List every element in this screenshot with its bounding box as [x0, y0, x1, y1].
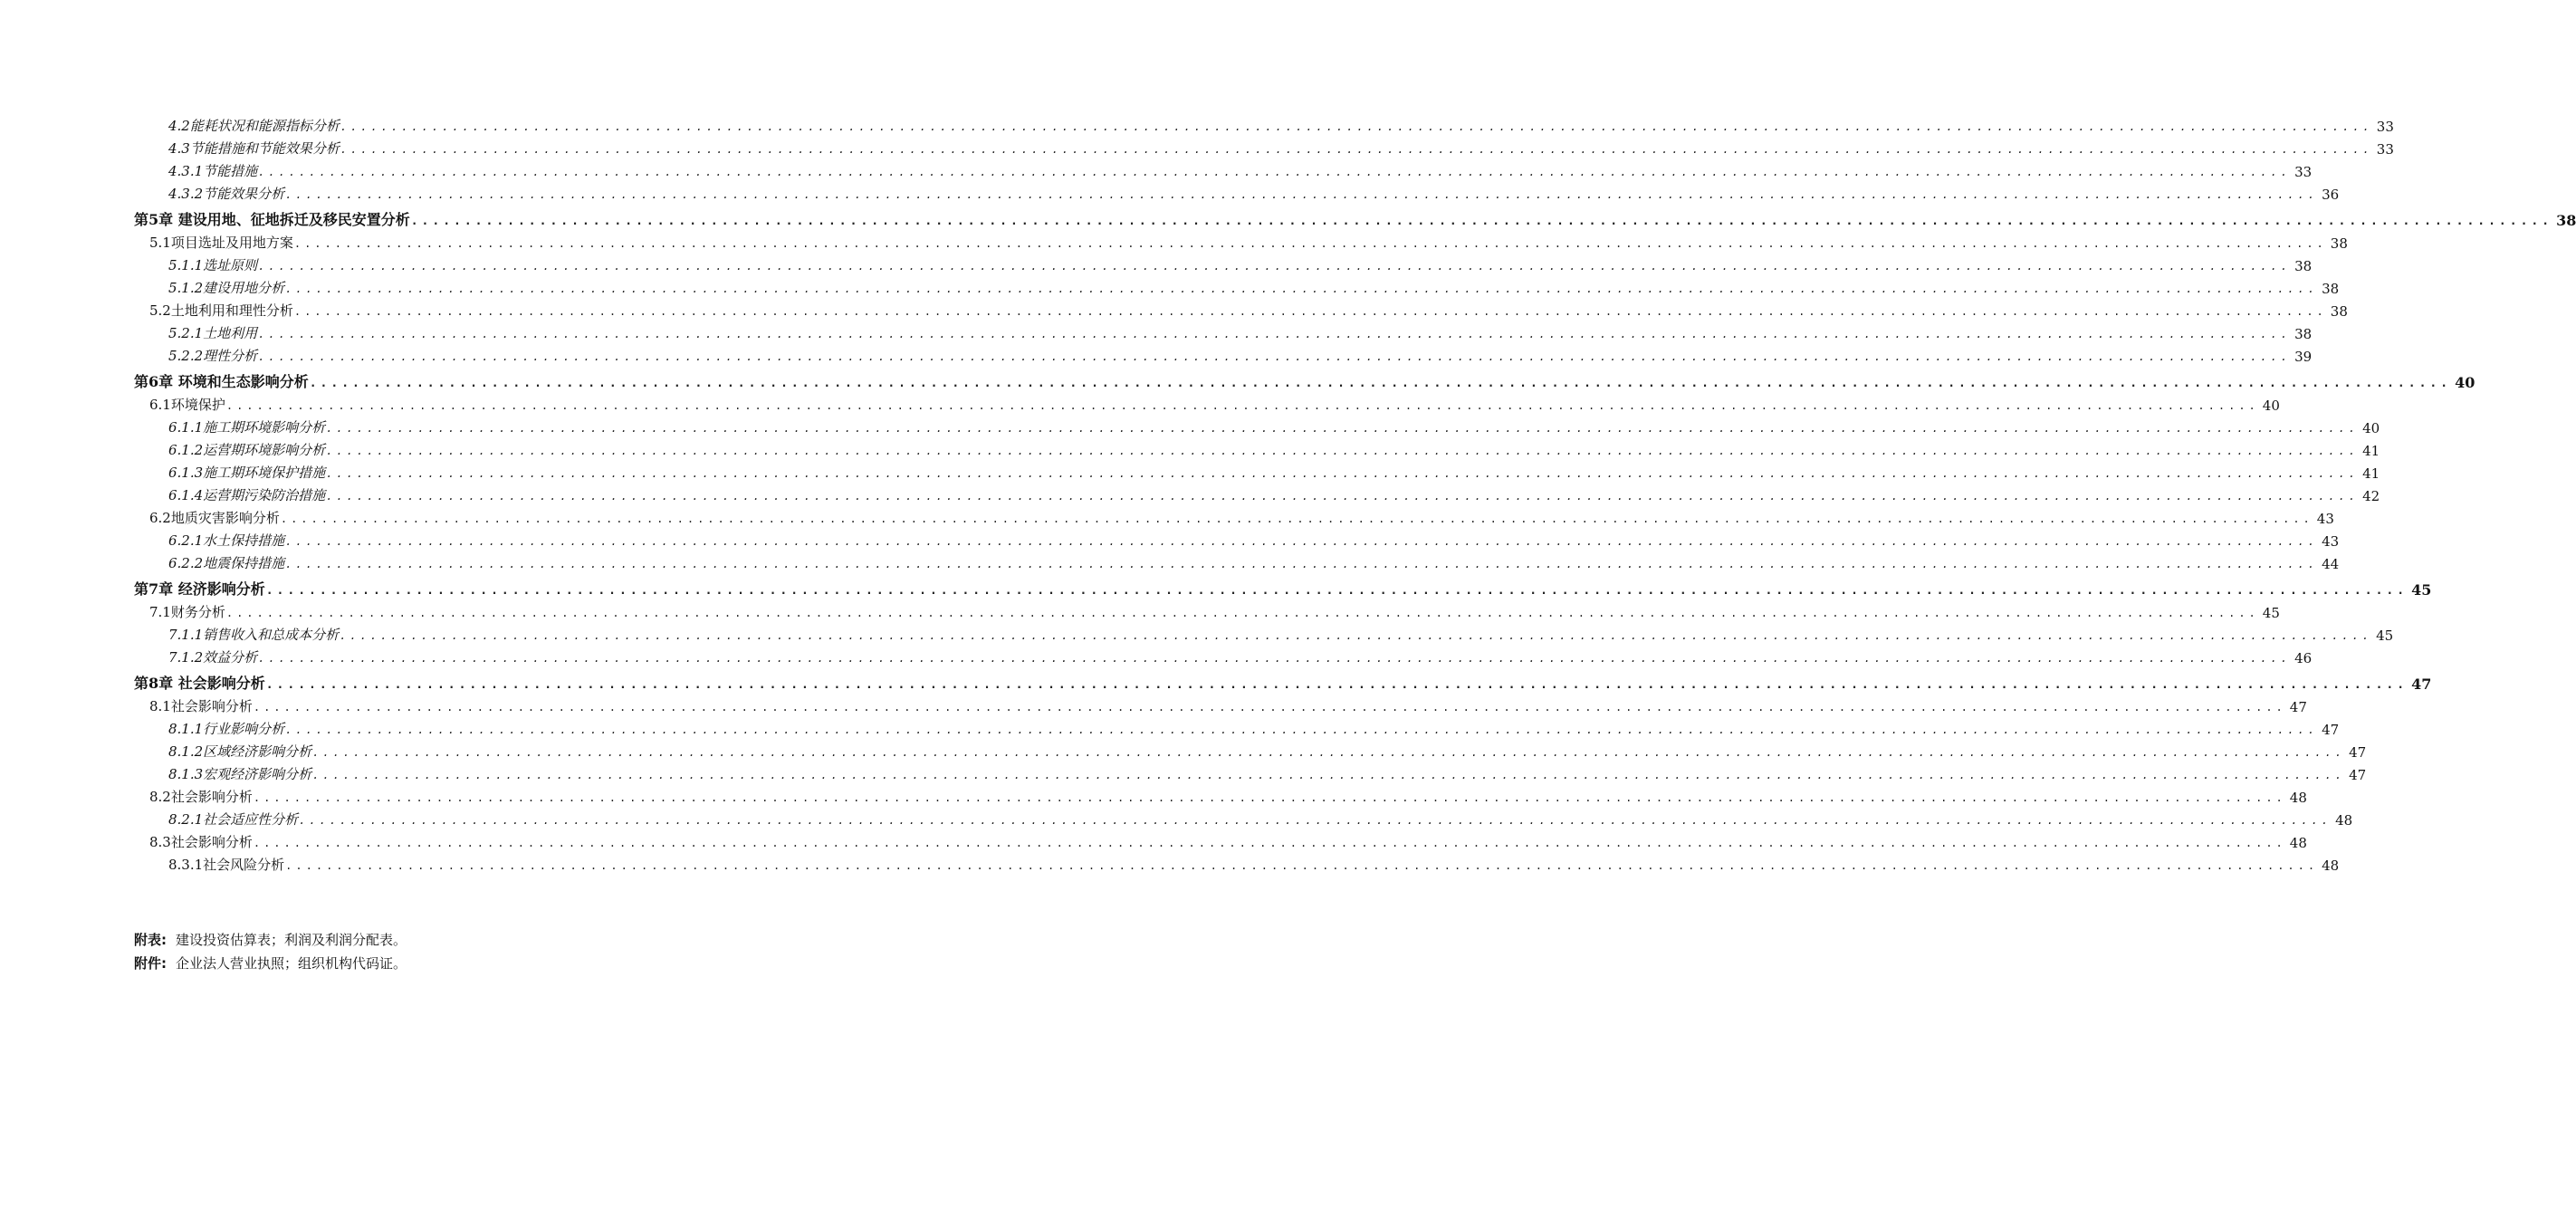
toc-leader-dots: ........................................................................................................................................................................................................ — [265, 584, 2408, 598]
toc-entry-label: 第7章 经济影响分析 — [134, 580, 265, 598]
toc-entry[interactable] — [0, 112, 2394, 135]
appendix-section — [134, 928, 407, 975]
toc-leader-dots: ........................................................................................................................................................................................................ — [253, 837, 2286, 849]
toc-leader-dots: ........................................................................................................................................................................................................ — [258, 350, 2292, 363]
toc-page-number: 38 — [2294, 258, 2313, 274]
toc-entry[interactable] — [0, 342, 2313, 365]
toc-page-number: 40 — [2262, 398, 2280, 414]
toc-entry-label: 8.1.2区域经济影响分析 — [168, 743, 312, 760]
toc-entry-label: 4.2能耗状况和能源指标分析 — [168, 118, 340, 134]
toc-page-number: 40 — [2362, 420, 2380, 436]
toc-entry-label: 8.1社会影响分析 — [149, 698, 253, 714]
toc-entry[interactable] — [0, 459, 2380, 482]
toc-leader-dots: ........................................................................................................................................................................................................ — [258, 260, 2292, 273]
toc-entry-label: 4.3.2节能效果分析 — [168, 186, 285, 202]
toc-entry[interactable] — [0, 761, 2367, 783]
toc-page-number: 42 — [2362, 488, 2380, 504]
toc-page-number: 48 — [2289, 835, 2307, 851]
toc-entry-label: 6.1.3施工期环境保护措施 — [168, 465, 326, 481]
toc-entry[interactable] — [0, 274, 2340, 297]
toc-page-number: 47 — [2349, 744, 2367, 761]
toc-entry[interactable] — [0, 180, 2340, 203]
toc-entry[interactable] — [0, 504, 2334, 527]
toc-leader-dots: ........................................................................................................................................................................................................ — [293, 237, 2327, 250]
toc-leader-dots: ........................................................................................................................................................................................................ — [285, 558, 2319, 570]
toc-entry[interactable] — [0, 229, 2348, 252]
toc-leader-dots: ........................................................................................................................................................................................................ — [258, 328, 2292, 340]
toc-entry-label: 6.2.2地震保持措施 — [168, 555, 285, 571]
toc-entry[interactable] — [0, 806, 2353, 829]
toc-leader-dots: ........................................................................................................................................................................................................ — [410, 215, 2553, 228]
toc-chapter-entry[interactable] — [0, 666, 2432, 693]
toc-page-number: 43 — [2322, 533, 2340, 550]
toc-entry-label: 第5章 建设用地、征地拆迁及移民安置分析 — [134, 211, 410, 228]
toc-entry[interactable] — [0, 135, 2394, 158]
toc-entry[interactable] — [0, 550, 2340, 572]
toc-entry-label: 6.2.1水土保持措施 — [168, 532, 285, 549]
appendix-attachments-line — [134, 952, 407, 975]
toc-leader-dots: ........................................................................................................................................................................................................ — [326, 490, 2360, 503]
toc-leader-dots: ........................................................................................................................................................................................................ — [253, 701, 2286, 714]
toc-entry-label: 5.2土地利用和理性分析 — [149, 302, 293, 319]
toc-leader-dots: ........................................................................................................................................................................................................ — [285, 283, 2319, 295]
toc-entry[interactable] — [0, 851, 2340, 874]
toc-page-number: 46 — [2294, 650, 2313, 666]
toc-leader-dots: ........................................................................................................................................................................................................ — [340, 629, 2373, 642]
toc-leader-dots: ........................................................................................................................................................................................................ — [293, 305, 2327, 318]
toc-leader-dots: ........................................................................................................................................................................................................ — [309, 377, 2452, 390]
toc-leader-dots: ........................................................................................................................................................................................................ — [225, 399, 2259, 412]
toc-page-number: 45 — [2262, 605, 2280, 621]
toc-page-number: 33 — [2376, 119, 2394, 135]
toc-entry-label: 8.3社会影响分析 — [149, 834, 253, 850]
toc-page-number: 38 — [2330, 303, 2348, 320]
toc-page-number: 48 — [2289, 790, 2307, 806]
toc-page-number: 47 — [2349, 767, 2367, 783]
toc-leader-dots: ........................................................................................................................................................................................................ — [340, 143, 2373, 156]
toc-page-number: 47 — [2322, 722, 2340, 738]
toc-chapter-entry[interactable] — [0, 572, 2432, 599]
toc-entry-label: 8.2.1社会适应性分析 — [168, 811, 299, 828]
toc-leader-dots: ........................................................................................................................................................................................................ — [312, 746, 2346, 759]
appendix-tables-text: 建设投资估算表；利润及利润分配表。 — [176, 932, 407, 948]
toc-entry-label: 7.1财务分析 — [149, 604, 225, 620]
toc-entry[interactable] — [0, 482, 2380, 504]
toc-leader-dots: ........................................................................................................................................................................................................ — [326, 467, 2360, 480]
toc-entry-label: 5.2.2理性分析 — [168, 348, 258, 364]
toc-entry[interactable] — [0, 436, 2380, 459]
toc-entry[interactable] — [0, 158, 2313, 180]
toc-entry-label: 8.2社会影响分析 — [149, 789, 253, 805]
toc-leader-dots: ........................................................................................................................................................................................................ — [280, 513, 2313, 525]
toc-entry-label: 8.1.1行业影响分析 — [168, 721, 285, 737]
appendix-tables-label: 附表: — [134, 932, 167, 948]
table-of-contents — [0, 112, 2576, 874]
toc-entry[interactable] — [0, 599, 2280, 621]
toc-page-number: 33 — [2376, 141, 2394, 158]
toc-page-number: 41 — [2362, 443, 2380, 459]
toc-chapter-entry[interactable] — [0, 203, 2576, 229]
toc-entry-label: 8.1.3宏观经济影响分析 — [168, 766, 312, 782]
toc-entry[interactable] — [0, 414, 2380, 436]
toc-entry-label: 5.2.1土地利用 — [168, 325, 258, 341]
toc-entry-label: 6.2地质灾害影响分析 — [149, 510, 280, 526]
toc-entry-label: 4.3.1节能措施 — [168, 163, 258, 179]
toc-page-number: 44 — [2322, 556, 2340, 572]
toc-page-number: 38 — [2294, 326, 2313, 342]
toc-entry-label: 8.3.1社会风险分析 — [168, 857, 285, 873]
toc-leader-dots: ........................................................................................................................................................................................................ — [312, 769, 2346, 781]
toc-entry[interactable] — [0, 829, 2307, 851]
toc-page-number: 43 — [2316, 511, 2334, 527]
toc-page-number: 33 — [2294, 164, 2313, 180]
toc-entry-label: 6.1.1施工期环境影响分析 — [168, 419, 326, 436]
toc-leader-dots: ........................................................................................................................................................................................................ — [326, 422, 2360, 435]
toc-entry[interactable] — [0, 715, 2340, 738]
toc-page-number: 40 — [2455, 374, 2475, 391]
appendix-attachments-label: 附件: — [134, 955, 167, 972]
toc-entry-label: 5.1.2建设用地分析 — [168, 280, 285, 296]
toc-entry[interactable] — [0, 320, 2313, 342]
toc-entry-label: 5.1项目选址及用地方案 — [149, 235, 293, 251]
toc-leader-dots: ........................................................................................................................................................................................................ — [285, 723, 2319, 736]
toc-leader-dots: ........................................................................................................................................................................................................ — [253, 791, 2286, 804]
toc-page-number: 48 — [2335, 812, 2353, 829]
toc-leader-dots: ........................................................................................................................................................................................................ — [285, 535, 2319, 548]
toc-page-number: 39 — [2294, 349, 2313, 365]
toc-entry-label: 第6章 环境和生态影响分析 — [134, 373, 309, 390]
toc-chapter-entry[interactable] — [0, 365, 2475, 391]
appendix-attachments-text: 企业法人营业执照；组织机构代码证。 — [176, 955, 407, 972]
toc-leader-dots: ........................................................................................................................................................................................................ — [299, 814, 2332, 827]
toc-leader-dots: ........................................................................................................................................................................................................ — [265, 678, 2408, 692]
toc-page-number: 41 — [2362, 465, 2380, 482]
toc-entry-label: 6.1环境保护 — [149, 397, 225, 413]
toc-entry-label: 6.1.2运营期环境影响分析 — [168, 442, 326, 458]
toc-entry[interactable] — [0, 527, 2340, 550]
toc-leader-dots: ........................................................................................................................................................................................................ — [285, 859, 2319, 872]
toc-page-number: 45 — [2411, 581, 2432, 599]
toc-leader-dots: ........................................................................................................................................................................................................ — [285, 188, 2319, 201]
toc-entry-label: 7.1.2效益分析 — [168, 649, 258, 666]
toc-entry-label: 4.3节能措施和节能效果分析 — [168, 140, 340, 157]
toc-entry[interactable] — [0, 252, 2313, 274]
toc-entry[interactable] — [0, 693, 2307, 715]
toc-entry[interactable] — [0, 297, 2348, 320]
toc-page-number: 47 — [2411, 676, 2432, 693]
toc-entry-label: 6.1.4运营期污染防治措施 — [168, 487, 326, 503]
toc-page-number: 47 — [2289, 699, 2307, 715]
toc-leader-dots: ........................................................................................................................................................................................................ — [225, 607, 2259, 619]
toc-page-number: 38 — [2556, 212, 2576, 229]
toc-leader-dots: ........................................................................................................................................................................................................ — [258, 652, 2292, 665]
toc-entry[interactable] — [0, 738, 2367, 761]
toc-page-number: 38 — [2322, 281, 2340, 297]
appendix-tables-line — [134, 928, 407, 952]
toc-entry[interactable] — [0, 391, 2280, 414]
toc-page-number: 45 — [2376, 628, 2394, 644]
toc-leader-dots: ........................................................................................................................................................................................................ — [326, 445, 2360, 457]
toc-page-number: 48 — [2322, 858, 2340, 874]
toc-page-number: 36 — [2322, 187, 2340, 203]
toc-leader-dots: ........................................................................................................................................................................................................ — [258, 166, 2292, 178]
toc-page-number: 38 — [2330, 235, 2348, 252]
toc-entry[interactable] — [0, 644, 2313, 666]
toc-leader-dots: ........................................................................................................................................................................................................ — [340, 120, 2373, 133]
toc-entry[interactable] — [0, 783, 2307, 806]
toc-entry-label: 5.1.1选址原则 — [168, 257, 258, 273]
toc-entry-label: 7.1.1销售收入和总成本分析 — [168, 627, 340, 643]
toc-entry-label: 第8章 社会影响分析 — [134, 675, 265, 692]
toc-entry[interactable] — [0, 621, 2394, 644]
